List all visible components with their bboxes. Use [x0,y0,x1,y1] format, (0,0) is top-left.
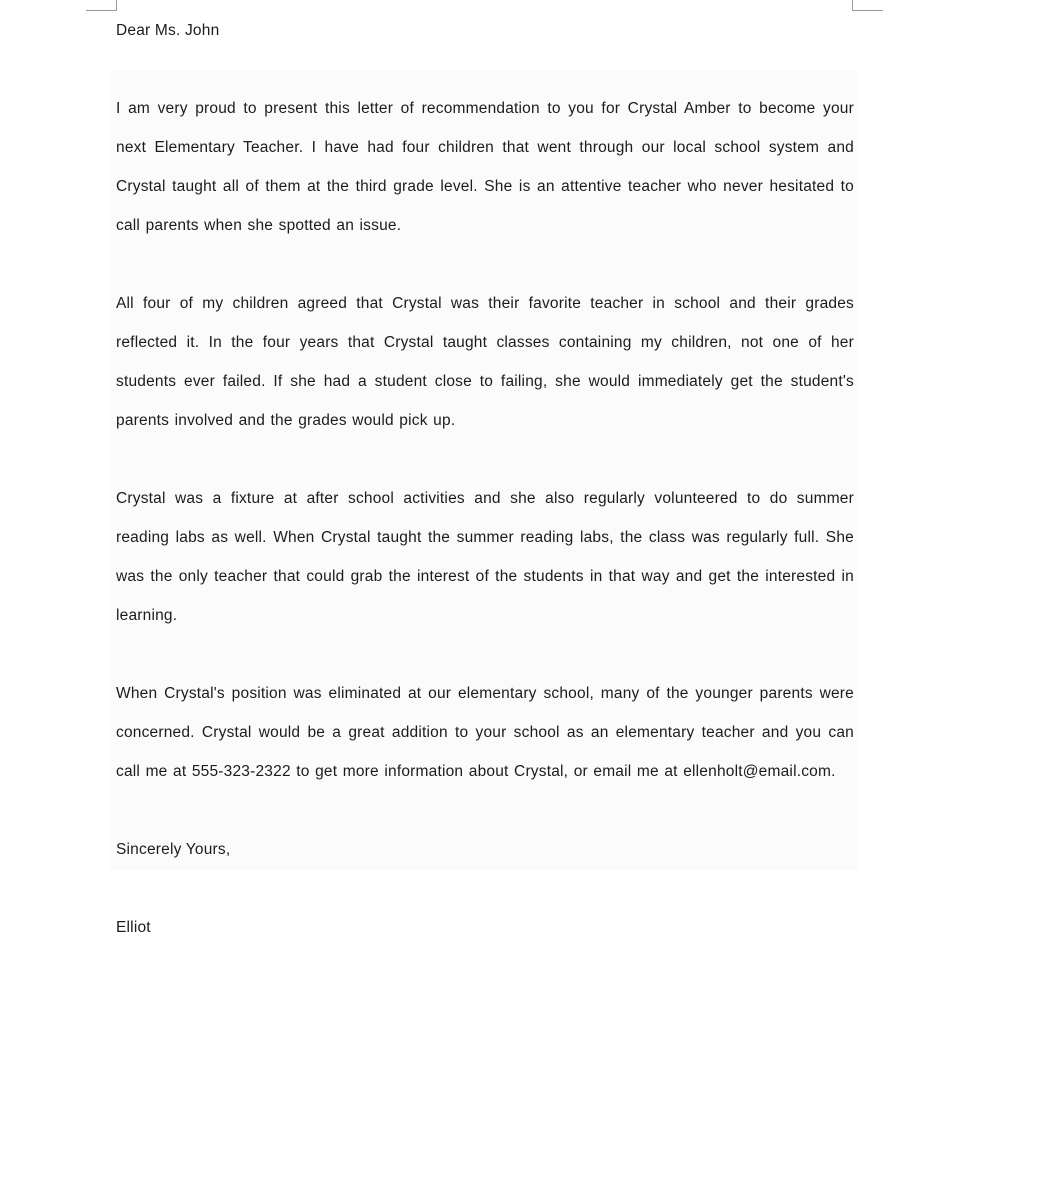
letter-paragraph-3: Crystal was a fixture at after school activities and she also regularly volunteered to do summer reading labs as well. When Crystal taught the summer reading labs, the class was regularly full. She was the only teacher that could grab the interest of the students in that way and get the interested in learning. [116,490,854,624]
letter-paragraph-2: All four of my children agreed that Crystal was their favorite teacher in school and their grades reflected it. In the four years that Crystal taught classes containing my children, not one of her students ever failed. If she had a student close to failing, she would immediately get the student's parents involved and the grades would pick up. [116,295,854,429]
letter-paragraph-4: When Crystal's position was eliminated at our elementary school, many of the younger parents were concerned. Crystal would be a great addition to your school as an elementary teacher and you can call me at 555-323-2322 to get more information about Crystal, or email me at ellenholt@email.com. [116,685,854,780]
letter-paragraph-1: I am very proud to present this letter of recommendation to you for Crystal Amber to become your next Elementary Teacher. I have had four children that went through our local school system and Crystal taught all of them at the third grade level. She is an attentive teacher who never hesitated to call parents when she spotted an issue. [116,100,854,234]
right-margin-corner-mark [852,0,883,11]
letter-closing: Sincerely Yours, [116,841,231,858]
letter-signature: Elliot [116,919,151,936]
letter-salutation: Dear Ms. John [116,22,220,39]
letter-body [116,11,854,947]
left-margin-corner-mark [86,0,117,11]
